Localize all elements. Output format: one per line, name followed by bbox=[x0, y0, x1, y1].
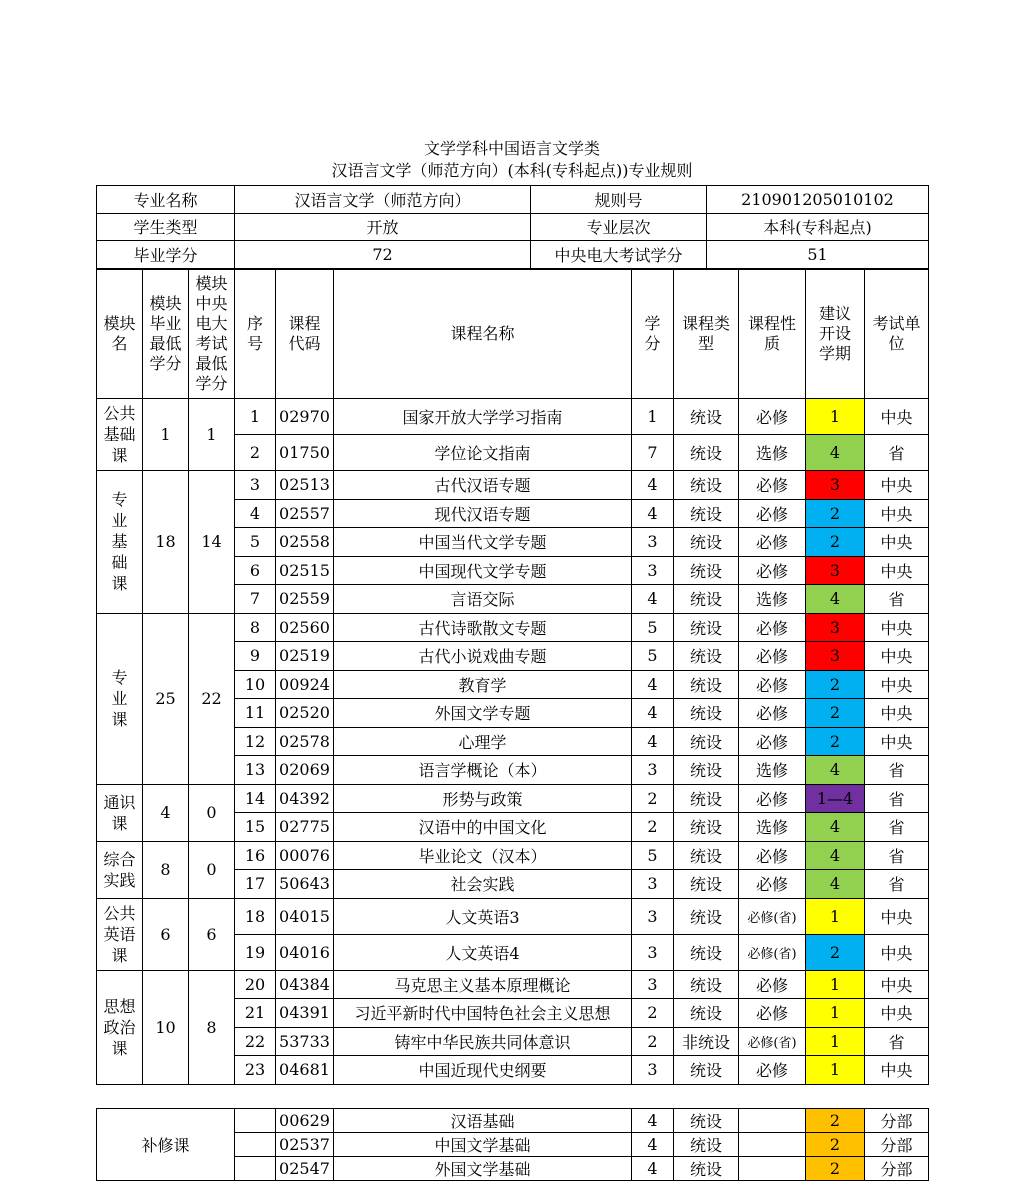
course-nature: 必修 bbox=[739, 784, 806, 813]
course-type: 统设 bbox=[674, 999, 739, 1028]
course-name: 古代诗歌散文专题 bbox=[334, 613, 632, 642]
course-credit: 3 bbox=[632, 528, 674, 557]
semester-cell: 2 bbox=[806, 727, 865, 756]
course-nature: 必修(省) bbox=[739, 934, 806, 970]
course-credit: 4 bbox=[632, 1133, 674, 1157]
course-name: 学位论文指南 bbox=[334, 435, 632, 471]
course-code: 04015 bbox=[276, 898, 334, 934]
module-min-credit: 10 bbox=[143, 970, 189, 1084]
level-label: 专业层次 bbox=[531, 213, 707, 241]
course-nature: 必修(省) bbox=[739, 898, 806, 934]
module-name bbox=[97, 399, 143, 471]
course-no: 11 bbox=[235, 699, 276, 728]
course-name: 汉语中的中国文化 bbox=[334, 813, 632, 842]
course-credit: 4 bbox=[632, 699, 674, 728]
exam-unit: 中央 bbox=[865, 727, 929, 756]
module-name-text: 专业基础课 bbox=[111, 490, 128, 594]
course-code: 02557 bbox=[276, 499, 334, 528]
column-header-row bbox=[97, 270, 929, 399]
course-code: 02537 bbox=[276, 1133, 334, 1157]
course-code: 00076 bbox=[276, 841, 334, 870]
course-no: 21 bbox=[235, 999, 276, 1028]
module-min-credit: 6 bbox=[143, 898, 189, 970]
module-exam-min-credit: 0 bbox=[189, 841, 235, 898]
exam-unit: 中央 bbox=[865, 613, 929, 642]
course-code: 02520 bbox=[276, 699, 334, 728]
course-type: 统设 bbox=[674, 499, 739, 528]
exam-unit: 中央 bbox=[865, 670, 929, 699]
module-exam-min-credit: 1 bbox=[189, 399, 235, 471]
course-nature: 选修 bbox=[739, 813, 806, 842]
col-semester: 建议开设学期 bbox=[806, 270, 865, 399]
course-no: 13 bbox=[235, 756, 276, 785]
course-no: 23 bbox=[235, 1056, 276, 1085]
course-no: 22 bbox=[235, 1027, 276, 1056]
module-exam-min-credit: 14 bbox=[189, 471, 235, 614]
course-no: 17 bbox=[235, 870, 276, 899]
document-subtitle: 汉语言文学（师范方向）(本科(专科起点))专业规则 bbox=[331, 161, 693, 180]
course-type: 统设 bbox=[674, 841, 739, 870]
course-name: 中国当代文学专题 bbox=[334, 528, 632, 557]
semester-cell: 3 bbox=[806, 613, 865, 642]
course-nature: 选修 bbox=[739, 585, 806, 614]
course-no: 18 bbox=[235, 898, 276, 934]
table-row bbox=[97, 399, 929, 435]
course-name: 人文英语3 bbox=[334, 898, 632, 934]
course-nature: 必修 bbox=[739, 699, 806, 728]
exam-unit: 省 bbox=[865, 841, 929, 870]
course-code: 53733 bbox=[276, 1027, 334, 1056]
rule-label: 规则号 bbox=[531, 186, 707, 214]
course-code: 00629 bbox=[276, 1109, 334, 1133]
course-credit: 2 bbox=[632, 813, 674, 842]
course-type: 统设 bbox=[674, 727, 739, 756]
course-credit: 3 bbox=[632, 556, 674, 585]
course-type: 统设 bbox=[674, 471, 739, 500]
course-nature: 必修 bbox=[739, 642, 806, 671]
course-type: 统设 bbox=[674, 1133, 739, 1157]
course-nature: 必修 bbox=[739, 471, 806, 500]
exam-unit: 中央 bbox=[865, 1056, 929, 1085]
course-credit: 5 bbox=[632, 613, 674, 642]
course-nature: 必修 bbox=[739, 727, 806, 756]
semester-cell: 2 bbox=[806, 699, 865, 728]
level-value: 本科(专科起点) bbox=[707, 213, 929, 241]
course-name: 古代小说戏曲专题 bbox=[334, 642, 632, 671]
course-nature: 必修 bbox=[739, 870, 806, 899]
semester-cell: 3 bbox=[806, 642, 865, 671]
course-type: 统设 bbox=[674, 556, 739, 585]
course-name: 习近平新时代中国特色社会主义思想 bbox=[334, 999, 632, 1028]
major-info-table bbox=[96, 185, 929, 269]
course-credit: 7 bbox=[632, 435, 674, 471]
course-credit: 4 bbox=[632, 471, 674, 500]
course-name: 中国现代文学专题 bbox=[334, 556, 632, 585]
course-credit: 4 bbox=[632, 499, 674, 528]
course-name: 古代汉语专题 bbox=[334, 471, 632, 500]
course-code: 02559 bbox=[276, 585, 334, 614]
course-name: 心理学 bbox=[334, 727, 632, 756]
module-min-credit: 18 bbox=[143, 471, 189, 614]
exam-unit: 中央 bbox=[865, 934, 929, 970]
course-credit: 1 bbox=[632, 399, 674, 435]
course-no: 4 bbox=[235, 499, 276, 528]
course-type: 统设 bbox=[674, 784, 739, 813]
course-code: 01750 bbox=[276, 435, 334, 471]
course-nature: 必修 bbox=[739, 670, 806, 699]
course-no bbox=[235, 1157, 276, 1181]
table-row bbox=[97, 898, 929, 934]
semester-cell: 1 bbox=[806, 1056, 865, 1085]
semester-cell: 4 bbox=[806, 870, 865, 899]
course-name: 现代汉语专题 bbox=[334, 499, 632, 528]
course-type: 统设 bbox=[674, 898, 739, 934]
course-no: 20 bbox=[235, 970, 276, 999]
course-no: 5 bbox=[235, 528, 276, 557]
course-name: 汉语基础 bbox=[334, 1109, 632, 1133]
course-code: 50643 bbox=[276, 870, 334, 899]
module-name-text: 通识课 bbox=[103, 792, 136, 833]
course-no: 16 bbox=[235, 841, 276, 870]
semester-cell: 4 bbox=[806, 585, 865, 614]
credit-label: 毕业学分 bbox=[97, 241, 235, 269]
semester-cell: 2 bbox=[806, 934, 865, 970]
course-type: 统设 bbox=[674, 756, 739, 785]
module-exam-min-credit: 6 bbox=[189, 898, 235, 970]
semester-cell: 2 bbox=[806, 670, 865, 699]
course-type: 统设 bbox=[674, 813, 739, 842]
exam-unit: 分部 bbox=[865, 1157, 929, 1181]
course-code: 02775 bbox=[276, 813, 334, 842]
course-nature bbox=[739, 1133, 806, 1157]
course-credit: 4 bbox=[632, 727, 674, 756]
course-type: 统设 bbox=[674, 970, 739, 999]
course-type: 非统设 bbox=[674, 1027, 739, 1056]
exam-unit: 中央 bbox=[865, 556, 929, 585]
semester-cell: 4 bbox=[806, 813, 865, 842]
course-type: 统设 bbox=[674, 642, 739, 671]
student-type-label: 学生类型 bbox=[97, 213, 235, 241]
course-nature: 选修 bbox=[739, 756, 806, 785]
module-name bbox=[97, 613, 143, 784]
module-name bbox=[97, 898, 143, 970]
course-nature: 必修 bbox=[739, 1056, 806, 1085]
exam-unit: 分部 bbox=[865, 1109, 929, 1133]
exam-unit: 中央 bbox=[865, 898, 929, 934]
module-name-text: 思想政治课 bbox=[103, 996, 136, 1058]
col-unit: 考试单位 bbox=[865, 270, 929, 399]
exam-unit: 中央 bbox=[865, 471, 929, 500]
course-name: 中国近现代史纲要 bbox=[334, 1056, 632, 1085]
course-name: 人文英语4 bbox=[334, 934, 632, 970]
course-credit: 3 bbox=[632, 898, 674, 934]
semester-cell: 2 bbox=[806, 1157, 865, 1181]
module-min-credit: 8 bbox=[143, 841, 189, 898]
table-row bbox=[97, 613, 929, 642]
course-code: 04016 bbox=[276, 934, 334, 970]
course-nature: 必修 bbox=[739, 970, 806, 999]
module-name bbox=[97, 471, 143, 614]
course-code: 02560 bbox=[276, 613, 334, 642]
course-type: 统设 bbox=[674, 699, 739, 728]
course-credit: 4 bbox=[632, 670, 674, 699]
student-type-value: 开放 bbox=[235, 213, 531, 241]
course-no: 2 bbox=[235, 435, 276, 471]
table-row bbox=[97, 970, 929, 999]
exam-unit: 省 bbox=[865, 870, 929, 899]
course-code: 02513 bbox=[276, 471, 334, 500]
course-nature: 必修 bbox=[739, 999, 806, 1028]
course-name: 毕业论文（汉本） bbox=[334, 841, 632, 870]
course-name: 外国文学专题 bbox=[334, 699, 632, 728]
course-no: 15 bbox=[235, 813, 276, 842]
course-nature: 必修 bbox=[739, 841, 806, 870]
semester-cell: 2 bbox=[806, 528, 865, 557]
course-credit: 3 bbox=[632, 970, 674, 999]
course-credit: 2 bbox=[632, 1027, 674, 1056]
supplementary-table bbox=[96, 1108, 929, 1181]
course-name: 教育学 bbox=[334, 670, 632, 699]
course-code: 04384 bbox=[276, 970, 334, 999]
course-code: 04392 bbox=[276, 784, 334, 813]
exam-unit: 省 bbox=[865, 813, 929, 842]
course-type: 统设 bbox=[674, 870, 739, 899]
exam-unit: 中央 bbox=[865, 528, 929, 557]
course-credit: 4 bbox=[632, 585, 674, 614]
course-no: 10 bbox=[235, 670, 276, 699]
table-row bbox=[97, 784, 929, 813]
semester-cell: 2 bbox=[806, 1133, 865, 1157]
exam-unit: 省 bbox=[865, 435, 929, 471]
module-name-text: 专业课 bbox=[111, 668, 128, 729]
module-exam-min-credit: 22 bbox=[189, 613, 235, 784]
course-no: 8 bbox=[235, 613, 276, 642]
exam-unit: 中央 bbox=[865, 699, 929, 728]
supplementary-label: 补修课 bbox=[97, 1109, 235, 1181]
exam-unit: 分部 bbox=[865, 1133, 929, 1157]
course-type: 统设 bbox=[674, 670, 739, 699]
rule-value: 210901205010102 bbox=[707, 186, 929, 214]
course-credit: 4 bbox=[632, 1157, 674, 1181]
course-no: 9 bbox=[235, 642, 276, 671]
supplementary-row bbox=[97, 1109, 929, 1133]
col-module-min: 模块毕业最低学分 bbox=[143, 270, 189, 399]
exam-unit: 中央 bbox=[865, 642, 929, 671]
course-code: 02515 bbox=[276, 556, 334, 585]
exam-unit: 省 bbox=[865, 756, 929, 785]
col-module-exam-min: 模块中央电大考试最低学分 bbox=[189, 270, 235, 399]
course-type: 统设 bbox=[674, 1109, 739, 1133]
course-nature bbox=[739, 1109, 806, 1133]
course-code: 04391 bbox=[276, 999, 334, 1028]
semester-cell: 3 bbox=[806, 556, 865, 585]
module-name-text: 公共英语课 bbox=[103, 903, 136, 965]
exam-unit: 中央 bbox=[865, 499, 929, 528]
course-no bbox=[235, 1133, 276, 1157]
course-code: 02069 bbox=[276, 756, 334, 785]
course-credit: 5 bbox=[632, 841, 674, 870]
course-no: 1 bbox=[235, 399, 276, 435]
course-no: 6 bbox=[235, 556, 276, 585]
credit-value: 72 bbox=[235, 241, 531, 269]
col-type: 课程类型 bbox=[674, 270, 739, 399]
course-nature: 必修 bbox=[739, 499, 806, 528]
semester-cell: 2 bbox=[806, 1109, 865, 1133]
table-row bbox=[97, 841, 929, 870]
semester-cell: 4 bbox=[806, 435, 865, 471]
exam-unit: 中央 bbox=[865, 970, 929, 999]
course-type: 统设 bbox=[674, 613, 739, 642]
course-type: 统设 bbox=[674, 934, 739, 970]
course-credit: 4 bbox=[632, 1109, 674, 1133]
course-name: 社会实践 bbox=[334, 870, 632, 899]
course-nature: 必修 bbox=[739, 556, 806, 585]
course-nature bbox=[739, 1157, 806, 1181]
course-credit: 3 bbox=[632, 870, 674, 899]
exam-unit: 中央 bbox=[865, 399, 929, 435]
course-credit: 2 bbox=[632, 999, 674, 1028]
course-no: 7 bbox=[235, 585, 276, 614]
course-credit: 2 bbox=[632, 784, 674, 813]
course-name: 国家开放大学学习指南 bbox=[334, 399, 632, 435]
exam-credit-value: 51 bbox=[707, 241, 929, 269]
module-name-text: 综合实践 bbox=[103, 849, 136, 890]
course-type: 统设 bbox=[674, 435, 739, 471]
major-label: 专业名称 bbox=[97, 186, 235, 214]
course-name: 马克思主义基本原理概论 bbox=[334, 970, 632, 999]
course-credit: 3 bbox=[632, 1056, 674, 1085]
exam-unit: 中央 bbox=[865, 999, 929, 1028]
module-min-credit: 1 bbox=[143, 399, 189, 471]
course-no bbox=[235, 1109, 276, 1133]
course-name: 中国文学基础 bbox=[334, 1133, 632, 1157]
semester-cell: 1 bbox=[806, 898, 865, 934]
document-title: 文学学科中国语言文学类 bbox=[423, 139, 600, 158]
col-code: 课程代码 bbox=[276, 270, 334, 399]
course-code: 02970 bbox=[276, 399, 334, 435]
course-credit: 3 bbox=[632, 756, 674, 785]
course-type: 统设 bbox=[674, 528, 739, 557]
course-name: 外国文学基础 bbox=[334, 1157, 632, 1181]
course-type: 统设 bbox=[674, 399, 739, 435]
col-name: 课程名称 bbox=[334, 270, 632, 399]
table-row bbox=[97, 471, 929, 500]
course-type: 统设 bbox=[674, 585, 739, 614]
semester-cell: 1 bbox=[806, 970, 865, 999]
module-exam-min-credit: 8 bbox=[189, 970, 235, 1084]
module-name bbox=[97, 970, 143, 1084]
course-name: 言语交际 bbox=[334, 585, 632, 614]
course-nature: 必修 bbox=[739, 399, 806, 435]
course-code: 02519 bbox=[276, 642, 334, 671]
semester-cell: 2 bbox=[806, 499, 865, 528]
module-name bbox=[97, 784, 143, 841]
course-no: 14 bbox=[235, 784, 276, 813]
module-min-credit: 4 bbox=[143, 784, 189, 841]
course-no: 3 bbox=[235, 471, 276, 500]
course-code: 02547 bbox=[276, 1157, 334, 1181]
semester-cell: 1 bbox=[806, 399, 865, 435]
col-nature: 课程性质 bbox=[739, 270, 806, 399]
course-code: 02558 bbox=[276, 528, 334, 557]
col-no: 序号 bbox=[235, 270, 276, 399]
exam-credit-label: 中央电大考试学分 bbox=[531, 241, 707, 269]
course-nature: 选修 bbox=[739, 435, 806, 471]
course-type: 统设 bbox=[674, 1157, 739, 1181]
course-credit: 3 bbox=[632, 934, 674, 970]
course-nature: 必修(省) bbox=[739, 1027, 806, 1056]
course-table bbox=[96, 269, 929, 1085]
semester-cell: 4 bbox=[806, 756, 865, 785]
exam-unit: 省 bbox=[865, 1027, 929, 1056]
course-name: 铸牢中华民族共同体意识 bbox=[334, 1027, 632, 1056]
module-min-credit: 25 bbox=[143, 613, 189, 784]
course-name: 语言学概论（本） bbox=[334, 756, 632, 785]
course-name: 形势与政策 bbox=[334, 784, 632, 813]
semester-cell: 3 bbox=[806, 471, 865, 500]
semester-cell: 1 bbox=[806, 999, 865, 1028]
semester-cell: 4 bbox=[806, 841, 865, 870]
module-name-text: 公共基础课 bbox=[103, 404, 136, 465]
exam-unit: 省 bbox=[865, 784, 929, 813]
course-type: 统设 bbox=[674, 1056, 739, 1085]
course-code: 04681 bbox=[276, 1056, 334, 1085]
semester-cell: 1—4 bbox=[806, 784, 865, 813]
exam-unit: 省 bbox=[865, 585, 929, 614]
course-credit: 5 bbox=[632, 642, 674, 671]
course-no: 19 bbox=[235, 934, 276, 970]
major-value: 汉语言文学（师范方向） bbox=[235, 186, 531, 214]
course-no: 12 bbox=[235, 727, 276, 756]
module-exam-min-credit: 0 bbox=[189, 784, 235, 841]
course-code: 02578 bbox=[276, 727, 334, 756]
course-nature: 必修 bbox=[739, 528, 806, 557]
semester-cell: 1 bbox=[806, 1027, 865, 1056]
course-nature: 必修 bbox=[739, 613, 806, 642]
col-module: 模块名 bbox=[97, 270, 143, 399]
course-code: 00924 bbox=[276, 670, 334, 699]
module-name bbox=[97, 841, 143, 898]
col-credit: 学分 bbox=[632, 270, 674, 399]
